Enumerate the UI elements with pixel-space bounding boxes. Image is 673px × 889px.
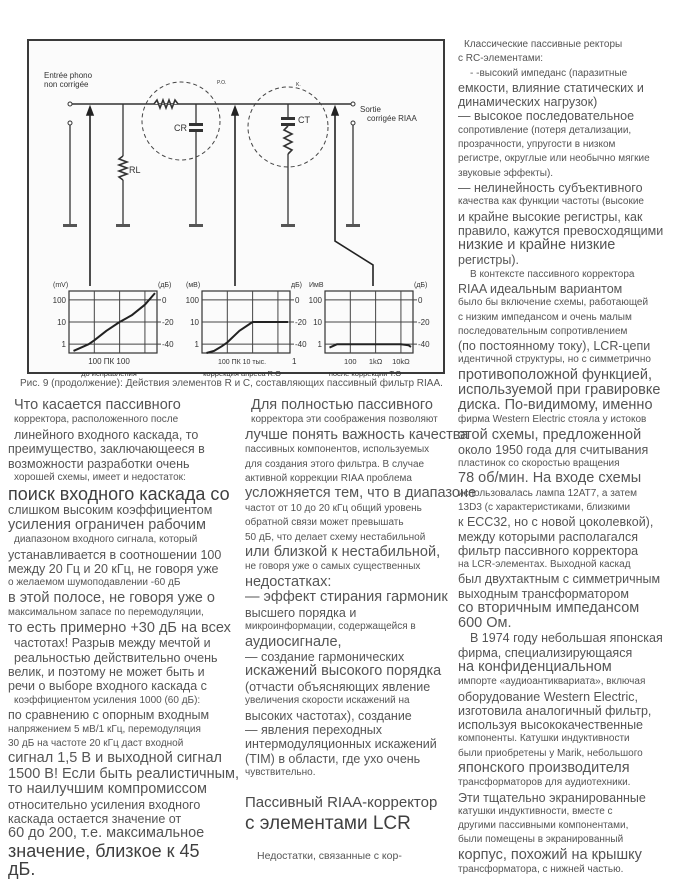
text-line: Что касается пассивного (14, 397, 181, 413)
text-line: выходным трансформатором (458, 586, 629, 601)
text-line: каскада остается значение от (8, 811, 182, 826)
y-left-tick: 1 (194, 340, 199, 350)
column-middle-body (245, 397, 477, 781)
response-charts (29, 41, 443, 378)
text-line: высшего порядка и (245, 605, 357, 620)
text-line: сигнал 1,5 В и выходной сигнал (8, 750, 223, 767)
text-line: с RC-элементами: (458, 53, 544, 65)
text-line: 50 дБ, что делает схему нестабильной (245, 531, 426, 543)
text-line: корректора эти соображения позволяют (251, 414, 438, 426)
text-line: используя высококачественные (458, 718, 644, 733)
text-line: между 20 Гц и 20 кГц, не говоря уже (8, 562, 219, 577)
column-right (458, 38, 670, 877)
cr-label: CR (174, 123, 187, 133)
text-line: катушки индуктивности, вместе с (458, 805, 613, 817)
y-right-tick: -40 (162, 340, 174, 350)
column-left (8, 397, 240, 879)
text-line: корпус, похожий на крышку (458, 846, 642, 863)
text-line: звуковые эффекты). (458, 167, 554, 179)
text-line: фирма, специализирующаяся (458, 645, 633, 660)
y-right-tick: -40 (418, 340, 430, 350)
text-line: на конфиденциальном (458, 659, 612, 676)
column-middle-footer: Недостатки, связанные с кор- (257, 849, 402, 862)
text-line: используемой при гравировке (458, 381, 661, 398)
text-line: между которыми располагался (458, 529, 638, 544)
text-line: В контексте пассивного корректора (470, 268, 635, 280)
text-line: не говоря уже о самых существенных (245, 561, 421, 573)
input-label-1: Entrée phono (44, 71, 93, 80)
section-heading-line-2: с элементами LCR (245, 812, 411, 834)
text-line: возможности разработки очень (8, 456, 190, 471)
text-line: и крайне высокие регистры, как (458, 209, 643, 224)
text-line: усложняется тем, что в диапазоне (245, 485, 477, 502)
text-line: Для полностью пассивного (251, 397, 433, 413)
y-left-tick: 100 (52, 295, 66, 305)
y-right-label: дБ) (291, 282, 303, 289)
text-line: велик, и поэтому не может быть и (8, 664, 205, 679)
text-line: — эффект стирания гармоник (245, 589, 448, 606)
text-line: то есть примерно +30 дБ на всех (8, 619, 231, 636)
chart-title: коррекция апреса R.O (203, 369, 281, 378)
text-line: около 1950 года для считывания (458, 442, 649, 457)
text-line: динамических нагрузок) (458, 95, 598, 110)
y-left-tick: 100 (185, 295, 199, 305)
chart-title: до исправления (81, 369, 137, 378)
figure-9 (27, 39, 445, 378)
text-line: было бы включение схемы, работающей (458, 297, 649, 309)
text-line: сопротивление (потеря детализации, (458, 124, 632, 136)
text-line: хорошей схемы, имеет и недостаток: (14, 472, 186, 484)
response-curve (330, 344, 412, 347)
text-line: напряжением 5 мВ/1 кГц, перемодуляция (8, 723, 201, 735)
text-line: реальностью действительно очень (14, 650, 218, 665)
text-line: коэффициентом усиления 1000 (60 дБ): (14, 694, 201, 706)
text-line: (отчасти объясняющих явление (245, 679, 431, 694)
text-line: 60 до 200, т.е. максимальное (8, 825, 205, 842)
text-line: в этой полосе, не говоря уже о (8, 589, 215, 606)
y-left-tick: 10 (190, 318, 199, 327)
text-line: правило, кажутся превосходящими (458, 223, 664, 238)
text-line: высоких частотах), создание (245, 708, 412, 723)
y-left-tick: 10 (313, 318, 322, 327)
text-line: недостатках: (245, 573, 332, 590)
text-line: RIAA идеальным вариантом (458, 281, 623, 296)
po-label: P.O. (217, 80, 227, 86)
text-line: фирма Western Electric стояла у истоков (458, 414, 647, 426)
text-line: был двухтактным с симметричным (458, 572, 661, 587)
text-line: максимальном запасе по перемодуляции, (8, 607, 204, 619)
text-line: были помещены в экранированный (458, 834, 624, 846)
text-line: трансформаторов для аудиотехники. (458, 777, 631, 789)
x-tick: 1kΩ (368, 357, 383, 366)
text-line: со вторичным импедансом (458, 600, 640, 617)
text-line: чувствительно. (245, 767, 316, 779)
x-tick: 10kΩ (392, 357, 410, 366)
y-left-tick: 1 (317, 340, 322, 350)
y-right-tick: 0 (162, 295, 167, 305)
y-right-tick: 0 (418, 295, 423, 305)
text-line: увеличения скорости искажений на (245, 695, 410, 707)
text-line: диапазоном входного сигнала, который (14, 534, 198, 546)
text-line: с низким импедансом и очень малым (458, 311, 632, 323)
text-line: дБ. (8, 858, 36, 879)
y-left-label: (mV) (53, 282, 69, 289)
text-line: 13D3 (с характеристиками, близкими (458, 501, 631, 513)
text-line: аудиосигнале, (245, 633, 342, 650)
output-label-1: Sortie (360, 105, 381, 114)
y-left-tick: 100 (308, 295, 322, 305)
section-heading-line-1: Пассивный RIAA-корректор (245, 793, 438, 811)
text-line: импорте «аудиоантиквариата», включая (458, 676, 646, 688)
text-line: регистры). (458, 253, 519, 268)
text-line: были приобретены у Marik, небольшого (458, 747, 643, 759)
text-line: речи о выборе входного каскада с (8, 679, 207, 694)
text-line: 600 Ом. (458, 615, 512, 632)
text-line: использовалась лампа 12AT7, а затем (458, 487, 638, 499)
text-line: диска. По-видимому, именно (458, 397, 653, 414)
text-line: прозрачности, упругости в низком (458, 139, 616, 151)
text-line: — явления переходных (245, 722, 383, 737)
text-line: усиления ограничен рабочим (8, 516, 206, 533)
y-right-tick: -20 (295, 318, 307, 327)
text-line: интермодуляционных искажений (245, 737, 437, 752)
text-line: линейного входного каскада, то (14, 427, 199, 442)
text-line: оборудование Western Electric, (458, 689, 638, 704)
x-tick: 100 (344, 357, 357, 366)
text-line: этой схемы, предложенной (458, 426, 642, 443)
text-line: — нелинейность субъективного (458, 180, 643, 195)
text-line: по сравнению с опорным входным (8, 708, 210, 723)
text-line: значение, близкое к 45 (8, 840, 200, 861)
y-right-tick: -20 (418, 318, 430, 327)
text-line: (TIM) в области, где ухо очень (245, 751, 421, 766)
rl-label: RL (129, 165, 141, 175)
text-line: к ECC32, но с новой цоколевкой), (458, 515, 654, 530)
text-line: активной коррекции RIAA проблема (245, 473, 412, 485)
y-left-tick: 1 (61, 340, 66, 350)
chart-title: после коррекции Т.О (328, 369, 402, 378)
text-line: - -высокий импеданс (паразитные (470, 67, 628, 79)
y-right-label: (дБ) (158, 282, 172, 289)
text-line: относительно усиления входного (8, 797, 201, 812)
y-left-tick: 10 (57, 318, 66, 327)
text-line: фильтр пассивного корректора (458, 543, 639, 558)
text-line: преимущество, заключающееся в (8, 442, 205, 457)
text-line: искажений высокого порядка (245, 663, 442, 680)
text-line: (по постоянному току), LCR-цепи (458, 339, 651, 354)
text-line: поиск входного каскада со (8, 484, 230, 505)
text-line: В 1974 году небольшая японская (470, 631, 663, 646)
output-label-2: corrigée RIAA (367, 114, 417, 123)
text-line: обратной связи может превышать (245, 517, 404, 529)
column-middle (245, 397, 477, 863)
text-line: емкости, влияние статических и (458, 80, 644, 95)
ct-label: CT (298, 115, 310, 125)
x-extra-mark: 1 (292, 357, 297, 366)
text-line: 78 об/мин. На входе схемы (458, 470, 642, 487)
response-curve (207, 322, 289, 353)
text-line: низкие и крайне низкие (458, 237, 616, 254)
text-line: изготовила аналогичный фильтр, (458, 703, 652, 718)
y-right-label: (дБ) (414, 282, 428, 289)
y-right-tick: 0 (295, 295, 300, 305)
text-line: частотах! Разрыв между мечтой и (14, 636, 211, 651)
text-line: или близкой к нестабильной, (245, 544, 441, 561)
text-line: Эти тщательно экранированные (458, 790, 646, 805)
text-line: для создания этого фильтра. В случае (245, 458, 425, 470)
text-line: — высокое последовательное (458, 109, 635, 124)
y-right-tick: -20 (162, 318, 174, 327)
text-line: трансформатора, с нижней частью. (458, 863, 624, 875)
text-line: на LCR-элементах. Выходной каскад (458, 559, 631, 571)
text-line: пассивных компонентов, используемых (245, 444, 430, 456)
text-line: лучше понять важность качества (245, 426, 469, 443)
text-line: корректора, расположенного после (14, 414, 179, 426)
x-tick-labels: 100 ПК 10 тыс. (217, 359, 267, 366)
text-line: противоположной функцией, (458, 366, 652, 383)
y-right-tick: -40 (295, 340, 307, 350)
text-line: — создание гармонических (245, 649, 405, 664)
text-line: регистре, округлые или необычно мягкие (458, 153, 650, 165)
figure-caption: Рис. 9 (продолжение): Действия элементов R и C, составляющих пассивный фильтр RIAA. (20, 378, 443, 389)
text-line: качества как функции частоты (высокие (458, 196, 644, 208)
text-line: идентичной структуры, но с симметрично (458, 354, 651, 366)
text-line: частот от 10 до 20 кГц общий уровень (245, 502, 422, 514)
text-line: 30 дБ на частоте 20 кГц даст входной (8, 737, 184, 749)
text-line: слишком высоким коэффициентом (8, 503, 213, 518)
text-line: Классические пассивные ректоры (464, 39, 623, 50)
text-line: другими пассивными компонентами, (458, 820, 629, 832)
text-line: о желаемом шумоподавлении -60 дБ (8, 577, 181, 589)
input-label-2: non corrigée (44, 80, 89, 89)
k-label: K. (296, 82, 301, 88)
text-line: то наилучшим компромиссом (8, 781, 208, 798)
text-line: последовательным сопротивлением (458, 325, 628, 337)
x-tick-labels: 100 ПК 100 (88, 357, 130, 366)
text-line: компоненты. Катушки индуктивности (458, 733, 630, 745)
text-line: пластинок со скоростью вращения (458, 458, 620, 470)
y-left-label: (мВ) (186, 282, 201, 289)
text-line: устанавливается в соотношении 100 (8, 547, 222, 562)
text-line: 1500 В! Если быть реалистичным, (8, 765, 240, 782)
text-line: японского производителя (458, 760, 630, 776)
text-line: микроинформации, содержащейся в (245, 621, 416, 633)
y-left-label: ИмВ (309, 282, 324, 289)
